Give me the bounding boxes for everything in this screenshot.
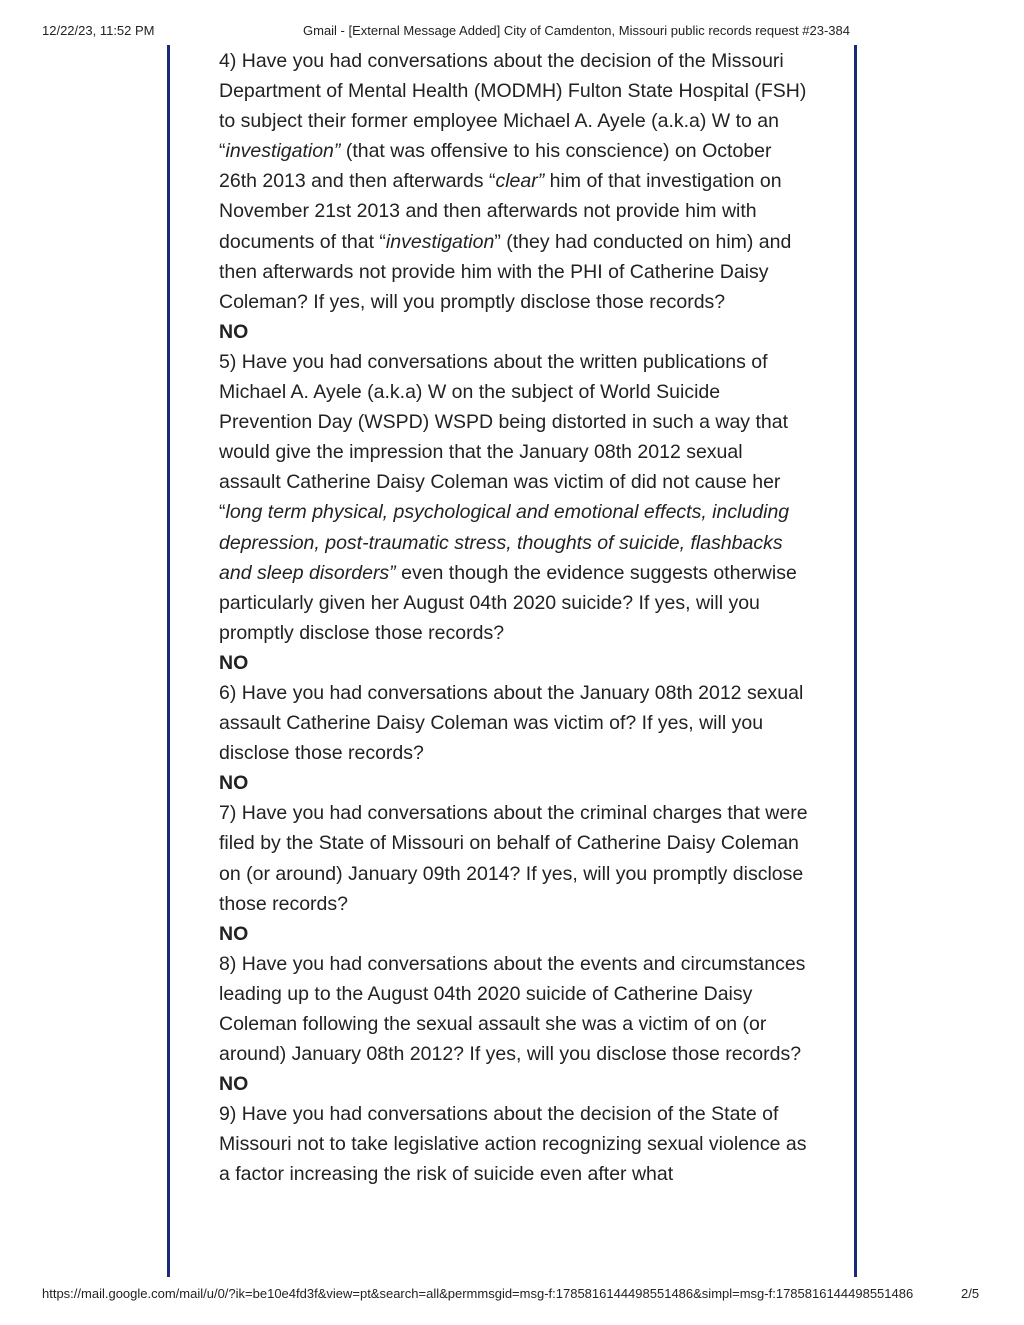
question-6: 6) Have you had conversations about the January 08th 2012 sexual assault Catherine Daisy Coleman was victim of? If yes, will you disclose those records? <box>219 681 804 765</box>
question-8: 8) Have you had conversations about the events and circumstances leading up to the August 04th 2020 suicide of Catherine Daisy Coleman following the sexual assault she was a victim of on (or around) January 08th 2012? If yes, will you disclose those records? <box>219 952 806 1066</box>
quote-bar-right <box>854 45 857 1277</box>
answer-5: NO <box>219 651 249 674</box>
print-footer-url: https://mail.google.com/mail/u/0/?ik=be10e4fd3f&view=pt&search=all&permmsgid=msg-f:1785816144498551486&simpl=msg-f:1785816144498551486 <box>42 1286 914 1301</box>
question-9: 9) Have you had conversations about the decision of the State of Missouri not to take legislative action recognizing sexual violence as a factor increasing the risk of suicide even after what <box>219 1103 807 1186</box>
question-4: 4) Have you had conversations about the decision of the Missouri Department of Mental Health (MODMH) Fulton State Hospital (FSH) to subject their former employee Michael A. Ayele (a.k.a) W to an “investigation” (that was offensive to his conscience) on October 26th 2013 and then afterwards “clear” him of that investigation on November 21st 2013 and then afterwards not provide him with documents of that “investigation” (they had conducted on him) and then afterwards not provide him with the PHI of Catherine Daisy Coleman? If yes, will you promptly disclose those records? <box>219 50 807 313</box>
question-7: 7) Have you had conversations about the criminal charges that were filed by the State of Missouri on behalf of Catherine Daisy Coleman on (or around) January 09th 2014? If yes, will you promptly disclose those records? <box>219 802 808 915</box>
answer-7: NO <box>219 922 249 945</box>
answer-4: NO <box>219 320 249 343</box>
quote-bar-left <box>167 45 170 1277</box>
print-header-datetime: 12/22/23, 11:52 PM <box>42 23 155 38</box>
answer-6: NO <box>219 772 249 795</box>
print-header-title: Gmail - [External Message Added] City of Camdenton, Missouri public records request #23-384 <box>303 23 850 38</box>
message-body <box>219 46 809 1190</box>
print-footer-page-number: 2/5 <box>961 1286 980 1301</box>
question-5: 5) Have you had conversations about the written publications of Michael A. Ayele (a.k.a) W on the subject of World Suicide Prevention Day (WSPD) WSPD being distorted in such a way that would give the impression that the January 08th 2012 sexual assault Catherine Daisy Coleman was victim of did not cause her “long term physical, psychological and emotional effects, including depression, post-traumatic stress, thoughts of suicide, flashbacks and sleep disorders” even though the evidence suggests otherwise particularly given her August 04th 2020 suicide? If yes, will you promptly disclose those records? <box>219 350 797 644</box>
answer-8: NO <box>219 1073 249 1096</box>
